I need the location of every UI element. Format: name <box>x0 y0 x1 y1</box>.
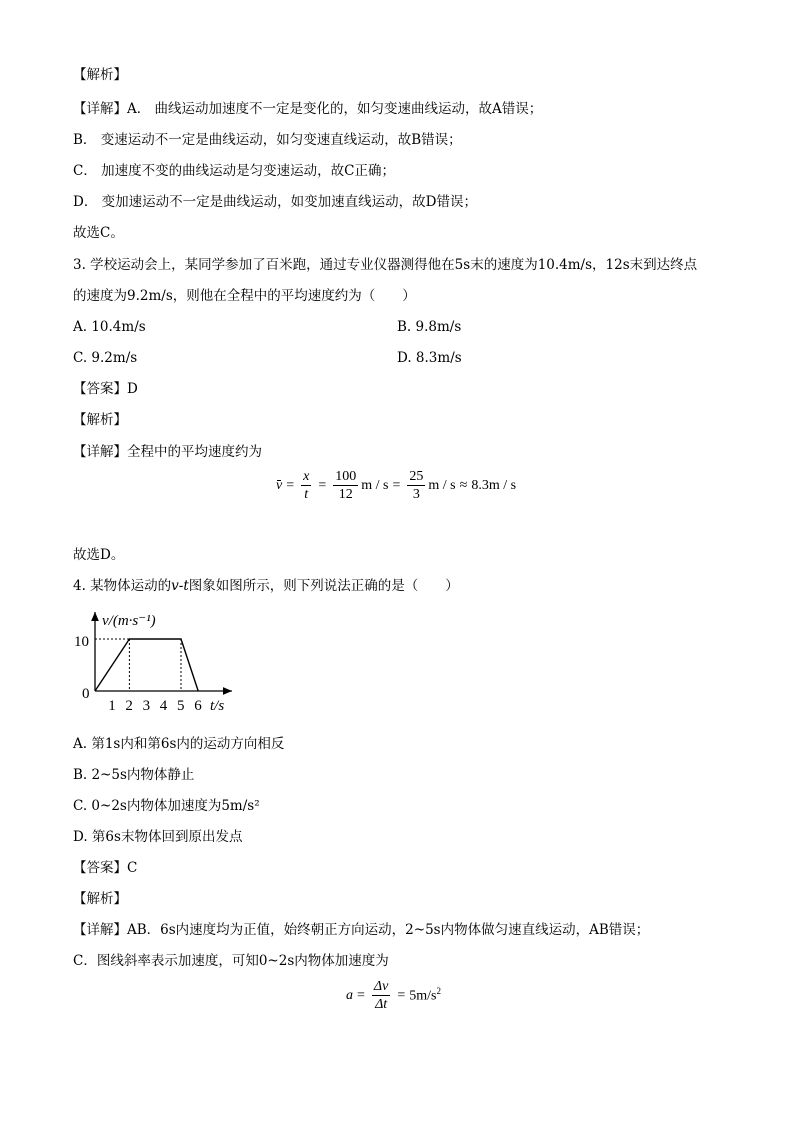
q3-option-c: C. 9.2m/s <box>73 350 138 366</box>
stem-vt: v-t <box>171 578 189 594</box>
detail-text: A． 曲线运动加速度不一定是变化的，如匀变速曲线运动，故A错误； <box>127 101 543 117</box>
q3-conclusion: 故选D。 <box>73 547 125 563</box>
q4-detail-ab <box>73 921 649 939</box>
vt-line <box>95 639 198 691</box>
detail-line-a <box>73 100 542 118</box>
dashed-guides <box>95 639 181 691</box>
q4-option-d: D. 第6s末物体回到原出发点 <box>73 829 243 845</box>
conclusion: 故选C。 <box>73 225 124 241</box>
equals-sign: = <box>318 477 327 493</box>
q3-stem-line2: 的速度为9.2m/s，则他在全程中的平均速度约为（ ） <box>73 288 416 304</box>
avg-velocity-symbol: v <box>276 477 283 493</box>
x-axis-label: t/s <box>210 698 225 714</box>
fraction-numerator: 25 <box>409 469 424 484</box>
x-tick-label: 3 <box>142 698 151 714</box>
q4-answer <box>73 859 137 877</box>
origin-label: 0 <box>82 686 90 702</box>
q3-answer <box>73 380 138 398</box>
x-tick-label: 6 <box>194 698 202 714</box>
detail-text: 全程中的平均速度约为 <box>127 444 262 460</box>
stem-prefix: 4. 某物体运动的 <box>73 578 172 594</box>
stem-suffix: 图象如图所示，则下列说法正确的是（ ） <box>188 578 459 594</box>
y-tick-label: 10 <box>74 634 89 650</box>
fraction-denominator: 12 <box>338 487 353 502</box>
q3-detail <box>73 443 262 461</box>
detail-text: AB．6s内速度均为正值，始终朝正方向运动，2~5s内物体做匀速直线运动，AB错误； <box>127 922 650 938</box>
vt-graph <box>70 606 240 716</box>
y-axis-label: v/(m·s⁻¹) <box>102 613 156 629</box>
answer-tag: 【答案】 <box>73 381 127 397</box>
q4-detail-c: C．图线斜率表示加速度，可知0~2s内物体加速度为 <box>73 953 389 969</box>
result-text: 5m/s <box>409 988 437 1004</box>
q4-analysis-heading: 【解析】 <box>73 891 127 907</box>
q3-stem-line1: 3. 学校运动会上，某同学参加了百米跑，通过专业仪器测得他在5s末的速度为10.4m/s，12s末到达终点 <box>73 257 698 273</box>
x-tick-labels <box>108 698 202 714</box>
q4-option-a: A. 第1s内和第6s内的运动方向相反 <box>73 736 285 752</box>
equals-sign: = <box>286 477 295 493</box>
fraction-x-over-t <box>301 468 311 503</box>
q3-option-a: A. 10.4m/s <box>73 319 146 335</box>
detail-line-c: C． 加速度不变的曲线运动是匀变速运动，故C正确； <box>73 163 395 179</box>
unit: m / s <box>428 477 456 493</box>
fraction-numerator: 100 <box>335 469 357 484</box>
detail-tag: 【详解】 <box>73 101 127 117</box>
equals-sign: = <box>392 477 401 493</box>
accel-symbol: a <box>346 987 353 1003</box>
q3-option-d: D. 8.3m/s <box>397 350 462 366</box>
q4-option-c: C. 0~2s内物体加速度为5m/s² <box>73 798 260 814</box>
fraction-numerator: x <box>303 469 310 484</box>
q3-analysis-heading: 【解析】 <box>73 412 127 428</box>
x-tick-label: 1 <box>108 698 116 714</box>
fraction-100-over-12 <box>333 468 358 503</box>
x-tick-label: 5 <box>177 698 185 714</box>
x-tick-label: 4 <box>159 698 168 714</box>
q4-option-b: B. 2~5s内物体静止 <box>73 767 195 783</box>
q3-formula <box>276 468 516 503</box>
detail-line-d: D． 变加速运动不一定是曲线运动，如变加速直线运动，故D错误； <box>73 194 477 210</box>
detail-tag: 【详解】 <box>73 444 127 460</box>
q4-stem <box>73 577 459 595</box>
fraction-denominator: 3 <box>412 487 420 502</box>
q3-option-b: B. 9.8m/s <box>397 319 462 335</box>
equals-sign: = <box>357 987 365 1003</box>
approx-sign: ≈ <box>459 477 468 493</box>
formula-result: 8.3m / s <box>471 477 517 493</box>
answer-value: C <box>127 860 138 876</box>
answer-value: D <box>127 381 138 397</box>
formula-result: $5m/s^2$ <box>409 986 441 1004</box>
detail-line-b: B． 变速运动不一定是曲线运动，如匀变速直线运动，故B错误； <box>73 132 462 148</box>
fraction-numerator: Δv <box>373 979 389 994</box>
q4-formula <box>346 978 441 1013</box>
answer-tag: 【答案】 <box>73 860 127 876</box>
fraction-denominator: t <box>304 487 309 502</box>
unit: m / s <box>361 477 389 493</box>
x-tick-label: 2 <box>125 698 133 714</box>
fraction-dv-over-dt <box>372 978 390 1013</box>
fraction-denominator: Δt <box>375 997 388 1012</box>
fraction-25-over-3 <box>407 468 425 503</box>
equals-sign: = <box>397 987 406 1003</box>
analysis-heading: 【解析】 <box>73 67 127 83</box>
detail-tag: 【详解】 <box>73 922 127 938</box>
